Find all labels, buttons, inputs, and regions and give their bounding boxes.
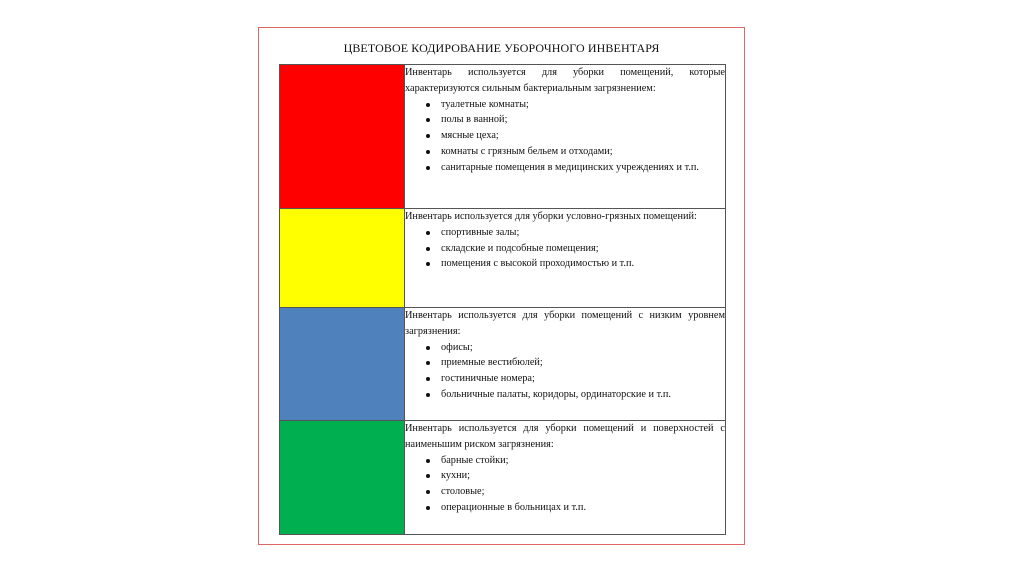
list-item: мясные цеха; — [425, 128, 725, 144]
description-cell — [405, 421, 726, 535]
item-list — [405, 97, 725, 176]
list-item: офисы; — [425, 340, 725, 356]
table-row-yellow — [280, 209, 726, 308]
row-intro: Инвентарь используется для уборки помещений с низким уровнем загрязнения: — [405, 310, 725, 337]
list-item: спортивные залы; — [425, 225, 725, 241]
list-item: туалетные комнаты; — [425, 97, 725, 113]
color-swatch-green — [280, 421, 405, 535]
list-item: барные стойки; — [425, 453, 725, 469]
row-intro: Инвентарь используется для уборки помещений, которые характеризуются сильным бактериальным загрязнением: — [405, 67, 725, 94]
list-item: гостиничные номера; — [425, 371, 725, 387]
list-item: санитарные помещения в медицинских учреждениях и т.п. — [425, 160, 725, 176]
list-item: приемные вестибюлей; — [425, 355, 725, 371]
color-swatch-red — [280, 65, 405, 209]
color-swatch-blue — [280, 308, 405, 421]
list-item: комнаты с грязным бельем и отходами; — [425, 144, 725, 160]
list-item: помещения с высокой проходимостью и т.п. — [425, 256, 725, 272]
list-item: столовые; — [425, 484, 725, 500]
item-list — [405, 340, 725, 403]
description-cell — [405, 65, 726, 209]
table-row-green — [280, 421, 726, 535]
table-row-red — [280, 65, 726, 209]
list-item: полы в ванной; — [425, 112, 725, 128]
item-list — [405, 453, 725, 516]
list-item: кухни; — [425, 468, 725, 484]
row-intro: Инвентарь используется для уборки условно-грязных помещений: — [405, 211, 697, 222]
color-coding-table — [279, 64, 726, 535]
table-row-blue — [280, 308, 726, 421]
list-item: складские и подсобные помещения; — [425, 241, 725, 257]
description-cell — [405, 308, 726, 421]
item-list — [405, 225, 725, 272]
list-item: больничные палаты, коридоры, ординаторские и т.п. — [425, 387, 725, 403]
color-swatch-yellow — [280, 209, 405, 308]
row-intro: Инвентарь используется для уборки помещений и поверхностей с наименьшим риском загрязнения: — [405, 423, 725, 450]
page-title: ЦВЕТОВОЕ КОДИРОВАНИЕ УБОРОЧНОГО ИНВЕНТАРЯ — [343, 41, 660, 55]
document-frame — [258, 27, 745, 545]
description-cell — [405, 209, 726, 308]
list-item: операционные в больницах и т.п. — [425, 500, 725, 516]
